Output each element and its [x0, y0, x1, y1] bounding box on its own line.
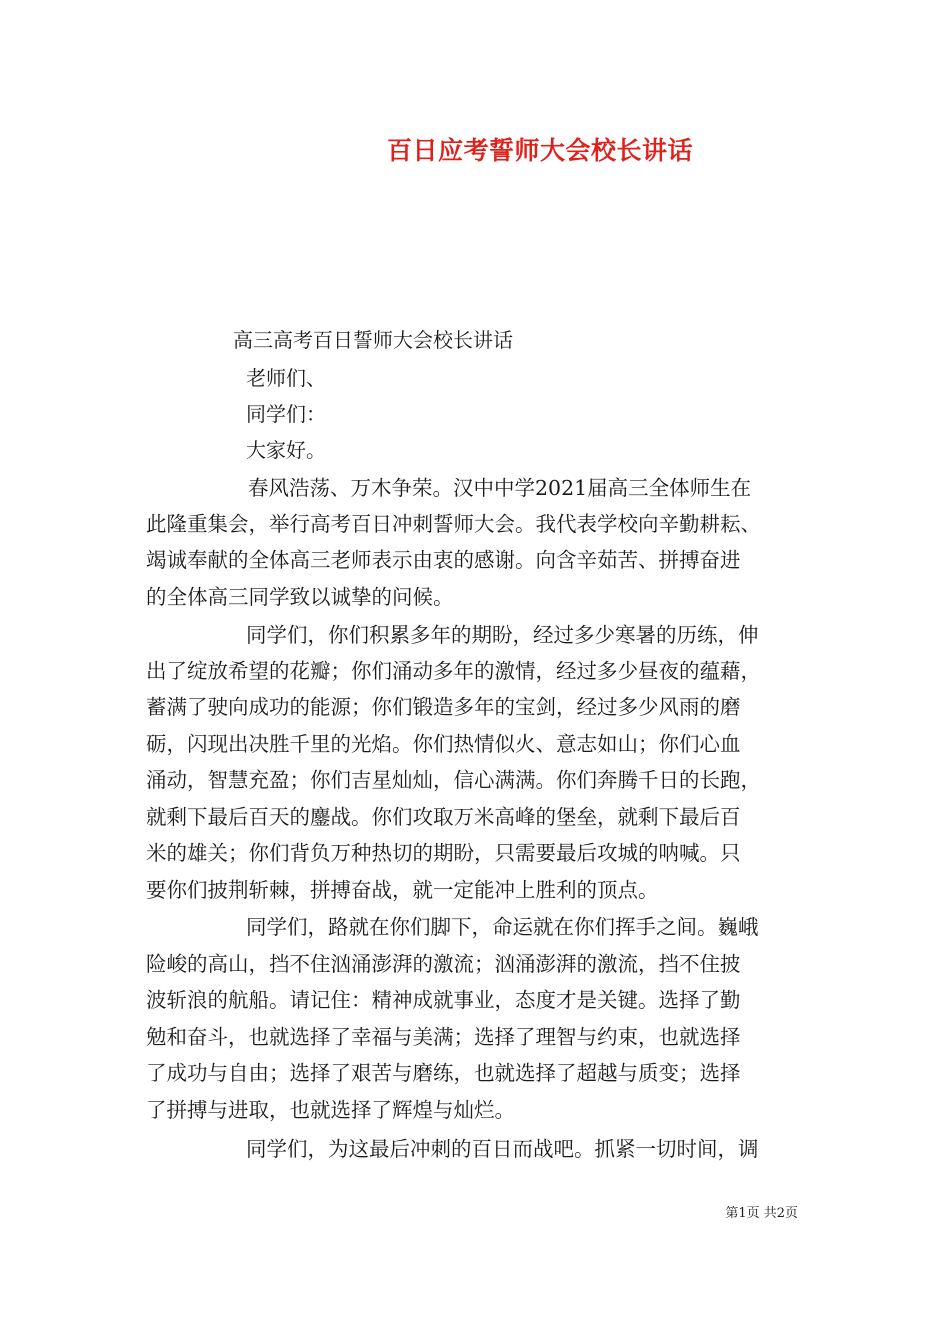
paragraph-1-line-3: 竭诚奉献的全体高三老师表示由衷的感谢。向含辛茹苦、拼搏奋进 — [146, 548, 741, 572]
paragraph-3-line-6: 了拼搏与进取，也就选择了辉煌与灿烂。 — [146, 1098, 515, 1122]
paragraph-1-line-4: 的全体高三同学致以诚挚的问候。 — [146, 585, 454, 609]
paragraph-3-line-3: 波斩浪的航船。请记住：精神成就事业，态度才是关键。选择了勤 — [146, 988, 741, 1012]
paragraph-1-line-1: 春风浩荡、万木争荣。汉中中学2021届高三全体师生在 — [248, 476, 752, 500]
paragraph-2-line-4: 砺，闪现出决胜千里的光焰。你们热情似火、意志如山；你们心血 — [146, 732, 741, 756]
page-number-footer: 第1页 共2页 — [725, 1206, 798, 1221]
salutation-students: 同学们： — [246, 402, 326, 426]
paragraph-2-line-1: 同学们，你们积累多年的期盼，经过多少寒暑的历练，伸 — [246, 623, 759, 647]
paragraph-2-line-6: 就剩下最后百天的鏖战。你们攻取万米高峰的堡垒，就剩下最后百 — [146, 805, 741, 829]
salutation-teachers: 老师们、 — [246, 366, 326, 390]
paragraph-4-line-1: 同学们，为这最后冲刺的百日而战吧。抓紧一切时间，调 — [246, 1137, 759, 1161]
paragraph-2-line-8: 要你们披荆斩棘，拼搏奋战，就一定能冲上胜利的顶点。 — [146, 878, 659, 902]
paragraph-2-line-3: 蓄满了驶向成功的能源；你们锻造多年的宝剑，经过多少风雨的磨 — [146, 695, 741, 719]
paragraph-3-line-4: 勉和奋斗，也就选择了幸福与美满；选择了理智与约束，也就选择 — [146, 1025, 741, 1049]
paragraph-1-line-2: 此隆重集会，举行高考百日冲刺誓师大会。我代表学校向辛勤耕耘、 — [146, 512, 761, 536]
paragraph-2-line-7: 米的雄关；你们背负万种热切的期盼，只需要最后攻城的呐喊。只 — [146, 841, 741, 865]
speech-subtitle: 高三高考百日誓师大会校长讲话 — [233, 328, 513, 352]
salutation-greeting: 大家好。 — [246, 438, 326, 462]
paragraph-3-line-2: 险峻的高山，挡不住汹涌澎湃的激流；汹涌澎湃的激流，挡不住披 — [146, 952, 741, 976]
paragraph-2-line-5: 涌动，智慧充盈；你们吉星灿灿，信心满满。你们奔腾千日的长跑， — [146, 768, 761, 792]
paragraph-3-line-1: 同学们，路就在你们脚下，命运就在你们挥手之间。巍峨 — [246, 915, 759, 939]
paragraph-3-line-5: 了成功与自由；选择了艰苦与磨练，也就选择了超越与质变；选择 — [146, 1061, 741, 1085]
paragraph-2-line-2: 出了绽放希望的花瓣；你们涌动多年的激情，经过多少昼夜的蕴藉， — [146, 659, 761, 683]
page-title: 百日应考誓师大会校长讲话 — [386, 136, 693, 165]
